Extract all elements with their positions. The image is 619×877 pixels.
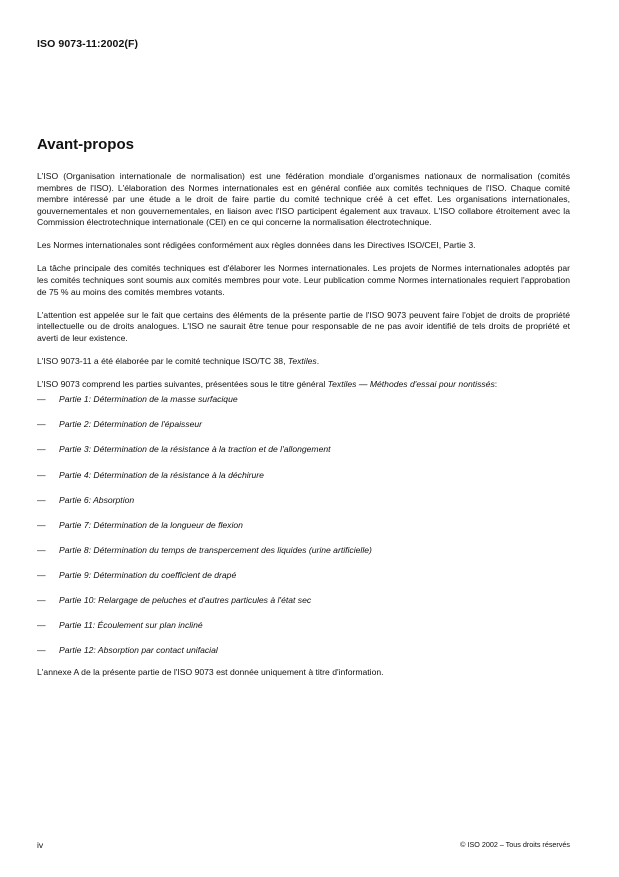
dash-bullet: —	[37, 544, 46, 555]
list-item	[37, 394, 570, 419]
dash-bullet: —	[37, 645, 46, 656]
list-item	[37, 419, 570, 444]
dash-bullet: —	[37, 620, 46, 631]
document-reference: ISO 9073-11:2002(F)	[37, 38, 139, 50]
list-item	[37, 520, 570, 545]
dash-bullet: —	[37, 469, 46, 480]
list-item	[37, 620, 570, 645]
part-title: Partie 2: Détermination de l'épaisseur	[59, 419, 203, 430]
list-item	[37, 495, 570, 520]
part-title: Partie 11: Écoulement sur plan incliné	[59, 620, 203, 631]
dash-bullet: —	[37, 494, 46, 505]
paragraph-main-task: La tâche principale des comités techniques est d'élaborer les Normes internationales. Les projets de Normes internationales adoptés par les comités techniques sont soumis aux comités membres pour vote. Leur publication comme Normes internationales requiert l'approbation de 75 % au moins des comités membres votants.	[37, 263, 570, 297]
list-item	[37, 595, 570, 620]
list-item	[37, 570, 570, 595]
paragraph-iso-organisation: L'ISO (Organisation internationale de normalisation) est une fédération mondiale d'organismes nationaux de normalisation (comités membres de l'ISO). L'élaboration des Normes internationales est en général confiée aux comités techniques de l'ISO. Chaque comité membre intéressé par une étude a le droit de faire partie du comité technique créé à cet effet. Les organisations internationales, gouvernementales et non gouvernementales, en liaison avec l'ISO participent également aux travaux. L'ISO collabore étroitement avec la Commission électrotechnique internationale (CEI) en ce qui concerne la normalisation électrotechnique.	[37, 171, 570, 228]
part-title: Partie 4: Détermination de la résistance à la déchirure	[59, 469, 264, 480]
part-title: Partie 1: Détermination de la masse surfacique	[59, 394, 238, 405]
list-item	[37, 444, 570, 469]
section-title: Avant-propos	[37, 136, 134, 153]
part-title: Partie 8: Détermination du temps de transpercement des liquides (urine artificielle)	[59, 544, 372, 555]
parts-list	[37, 394, 570, 670]
part-title: Partie 7: Détermination de la longueur de flexion	[59, 519, 243, 530]
parts-intro-suffix: :	[494, 378, 498, 389]
dash-bullet: —	[37, 569, 46, 580]
committee-suffix: .	[316, 355, 320, 366]
dash-bullet: —	[37, 419, 46, 430]
part-title: Partie 10: Relargage de peluches et d'autres particules à l'état sec	[59, 595, 312, 606]
committee-text: L'ISO 9073-11 a été élaborée par le comité technique ISO/TC 38,	[37, 355, 288, 366]
dash-bullet: —	[37, 394, 46, 405]
part-title: Partie 9: Détermination du coefficient de drapé	[59, 569, 237, 580]
dash-bullet: —	[37, 595, 46, 606]
parts-intro-text: L'ISO 9073 comprend les parties suivantes, présentées sous le titre général	[37, 378, 328, 389]
part-title: Partie 12: Absorption par contact unifacial	[59, 645, 218, 656]
dash-bullet: —	[37, 444, 46, 455]
paragraph-parts-intro	[37, 379, 570, 391]
general-title: Textiles — Méthodes d'essai pour nontissés	[327, 378, 495, 389]
paragraph-patent-rights: L'attention est appelée sur le fait que certains des éléments de la présente partie de l'ISO 9073 peuvent faire l'objet de droits de propriété intellectuelle ou de droits analogues. L'ISO ne saurait être tenue pour responsable de ne pas avoir identifié de tels droits de propriété et averti de leur existence.	[37, 309, 570, 343]
paragraph-directives: Les Normes internationales sont rédigées conformément aux règles données dans les Directives ISO/CEI, Partie 3.	[37, 240, 476, 251]
list-item	[37, 470, 570, 495]
committee-name: Textiles	[287, 355, 317, 366]
foreword-body	[37, 171, 570, 690]
copyright-notice: © ISO 2002 – Tous droits réservés	[460, 840, 570, 849]
part-title: Partie 6: Absorption	[59, 494, 135, 505]
part-title: Partie 3: Détermination de la résistance à la traction et de l'allongement	[59, 444, 331, 455]
paragraph-committee	[37, 356, 570, 368]
list-item	[37, 545, 570, 570]
page-number: iv	[37, 840, 44, 850]
paragraph-annex: L'annexe A de la présente partie de l'ISO 9073 est donnée uniquement à titre d'information.	[37, 667, 384, 678]
dash-bullet: —	[37, 519, 46, 530]
